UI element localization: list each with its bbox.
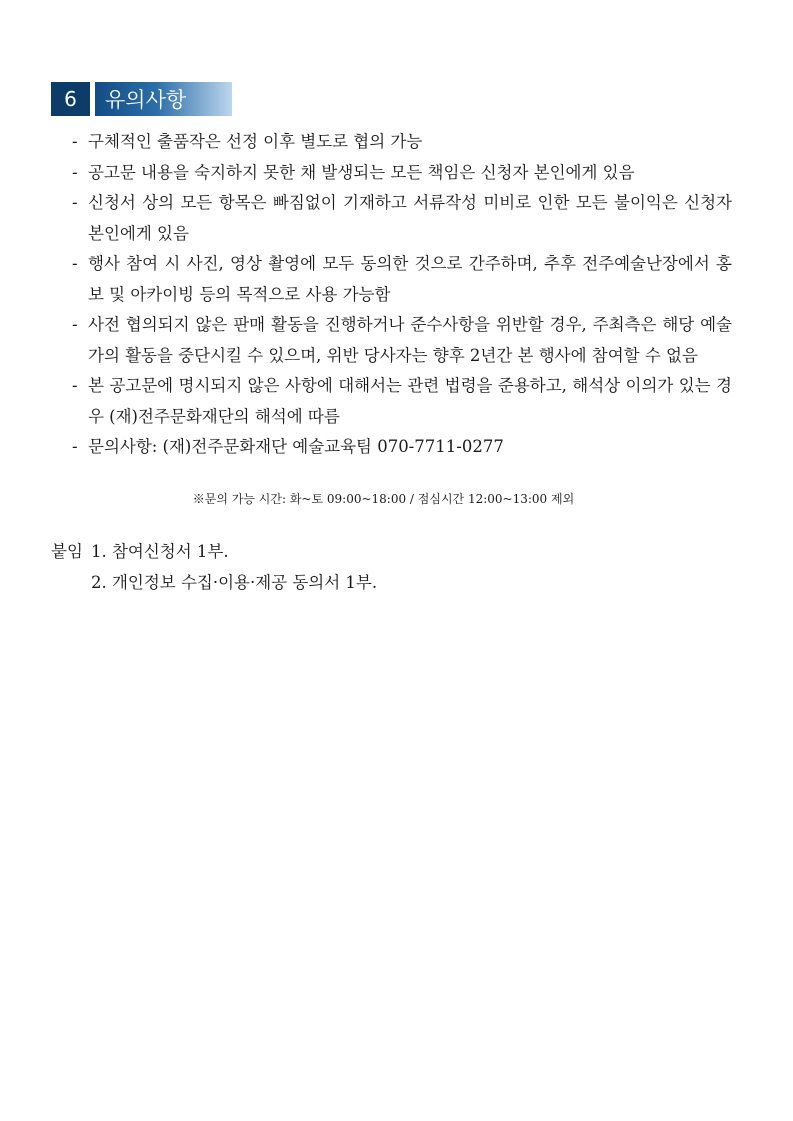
attachment-row bbox=[51, 567, 377, 598]
note-item bbox=[72, 249, 732, 310]
contact-text: 문의사항: (재)전주문화재단 예술교육팀 070-7711-0277 bbox=[88, 437, 504, 456]
note-text: 구체적인 출품작은 선정 이후 별도로 협의 가능 bbox=[88, 132, 423, 151]
notes-list bbox=[72, 127, 732, 463]
note-text: 행사 참여 시 사진, 영상 촬영에 모두 동의한 것으로 간주하며, 추후 전주예술난장에서 홍보 및 아카이빙 등의 목적으로 사용 가능함 bbox=[88, 254, 732, 304]
section-title: 유의사항 bbox=[95, 82, 232, 116]
note-text: 본 공고문에 명시되지 않은 사항에 대해서는 관련 법령을 준용하고, 해석상 이의가 있는 경우 (재)전주문화재단의 해석에 따름 bbox=[88, 376, 732, 426]
note-dash: - bbox=[72, 254, 78, 273]
note-dash: - bbox=[72, 193, 78, 212]
note-text: 공고문 내용을 숙지하지 못한 채 발생되는 모든 책임은 신청자 본인에게 있음 bbox=[88, 162, 635, 182]
contact-hours-note bbox=[0, 489, 793, 509]
attachments bbox=[51, 536, 377, 598]
note-text: 신청서 상의 모든 항목은 빠짐없이 기재하고 서류작성 미비로 인한 모든 불이익은 신청자 본인에게 있음 bbox=[88, 193, 732, 243]
note-dash: - bbox=[72, 437, 78, 456]
attachments-label-spacer bbox=[51, 567, 91, 598]
attachment-item: 2. 개인정보 수집·이용·제공 동의서 1부. bbox=[91, 573, 378, 592]
note-item-contact bbox=[72, 432, 732, 463]
note-text: 사전 협의되지 않은 판매 활동을 진행하거나 준수사항을 위반할 경우, 주최측은 해당 예술가의 활동을 중단시킬 수 있으며, 위반 당사자는 향후 2년간 본 행사에 참여할 수 없음 bbox=[88, 315, 732, 365]
note-item bbox=[72, 127, 732, 158]
note-item bbox=[72, 158, 732, 189]
note-dash: - bbox=[72, 162, 78, 182]
note-item bbox=[72, 188, 732, 249]
note-dash: - bbox=[72, 315, 78, 334]
contact-hours-text: ※문의 가능 시간: 화~토 09:00~18:00 / 점심시간 12:00~13:00 제외 bbox=[192, 492, 575, 506]
attachment-item: 1. 참여신청서 1부. bbox=[91, 542, 229, 561]
attachments-label: 붙임 bbox=[51, 542, 83, 561]
note-dash: - bbox=[72, 132, 78, 151]
section-number: 6 bbox=[51, 82, 90, 116]
note-item bbox=[72, 310, 732, 371]
note-dash: - bbox=[72, 376, 78, 395]
attachment-row bbox=[51, 536, 377, 567]
note-item bbox=[72, 371, 732, 432]
section-header bbox=[51, 82, 232, 116]
